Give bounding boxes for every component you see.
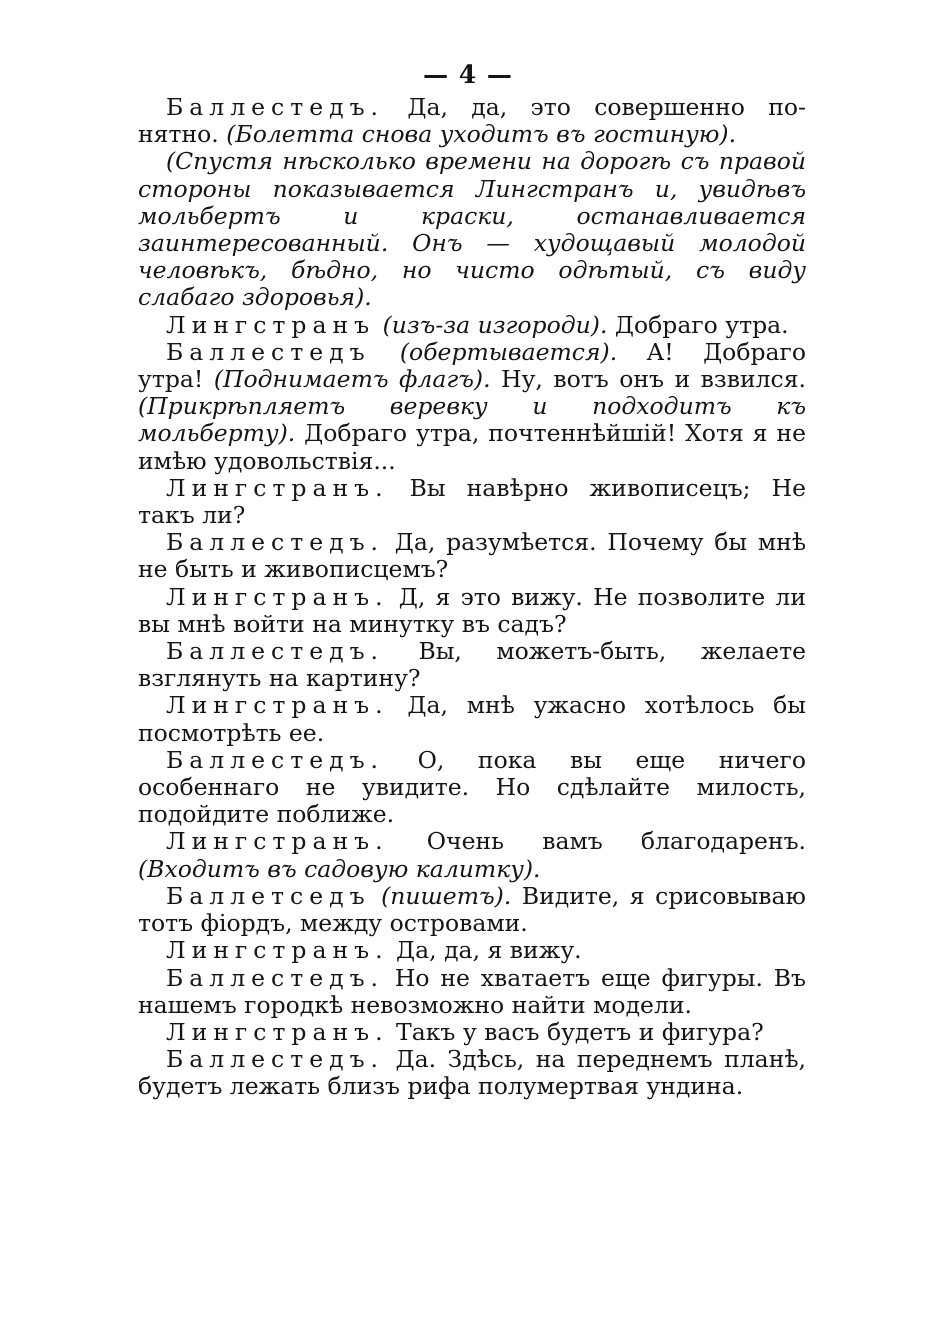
speaker-name: Лингстранъ. [166, 827, 389, 856]
dialogue-text [375, 311, 382, 339]
dialogue-text: Вы, можетъ-быть, желаете взглянуть на картину? [138, 637, 806, 693]
stage-direction: (изъ-за изгороди). [382, 310, 608, 339]
dialogue-paragraph [138, 148, 806, 311]
stage-direction: (Прикрѣпляетъ веревку и подходитъ къ мольберту). [138, 392, 806, 448]
speaker-name: Лингстранъ. [166, 473, 389, 502]
dialogue-paragraph [138, 94, 806, 148]
dialogue-text: Видите, я срисовываю тотъ фіордъ, между островами. [138, 881, 806, 938]
dialogue-text: Да, мнѣ ужасно хотѣлось бы посмотрѣть ее. [138, 691, 806, 747]
stage-direction: (Спустя нѣсколько времени на дорогѣ съ правой стороны показывается Лингстранъ и, увидѣвъ мольбертъ и краски, останавливается заинтересованный. Онъ — худощавый молодой человѣкъ, бѣдно, но чисто одѣтый, съ виду слабаго здоровья). [138, 147, 806, 312]
stage-direction: (Входитъ въ садовую калитку). [138, 854, 541, 883]
speaker-name: Лингстранъ [166, 310, 376, 339]
dialogue-text [371, 338, 400, 366]
dialogue-paragraph [138, 937, 806, 964]
dialogue-paragraph [138, 1046, 806, 1100]
dialogue-text: Добраго утра, почтеннѣйшій! Хотя я не имѣю удовольствія... [138, 419, 806, 475]
dialogue-text: Да, разумѣется. Почему бы мнѣ не быть и живописцемъ? [138, 528, 806, 584]
stage-direction: (Поднимаетъ флагъ). [213, 365, 491, 394]
dialogue-text: О, пока вы еще ничего особеннаго не увидите. Но сдѣлайте милость, подойдите поближе. [138, 745, 806, 829]
dialogue-paragraph [138, 312, 806, 339]
dialogue-text: Такъ у васъ будетъ и фигура? [388, 1017, 764, 1046]
dialogue-paragraph [138, 747, 806, 829]
dialogue-paragraph [138, 638, 806, 692]
dialogue-text: Да, да, это совершенно по-нятно. [138, 93, 806, 149]
dialogue-paragraph [138, 584, 806, 638]
dialogue-text: Д, я это вижу. Не позволите ли вы мнѣ войти на минутку въ садъ? [138, 582, 806, 638]
speaker-name: Баллестедъ. [166, 637, 385, 666]
speaker-name: Баллетседъ [166, 881, 371, 910]
dialogue-paragraph [138, 1019, 806, 1046]
dialogue-text [371, 882, 382, 910]
dialogue-paragraph [138, 883, 806, 937]
play-text [138, 94, 806, 1101]
dialogue-text: Но не хватаетъ еще фигуры. Въ нашемъ городкѣ невозможно найти модели. [138, 963, 806, 1019]
dialogue-paragraph [138, 339, 806, 475]
dialogue-paragraph [138, 529, 806, 583]
dialogue-paragraph [138, 828, 806, 882]
dialogue-text: Вы навѣрно живописецъ; Не такъ ли? [138, 473, 806, 530]
dialogue-paragraph [138, 965, 806, 1019]
speaker-name: Баллестедъ. [166, 745, 385, 774]
dialogue-text: Да, да, я вижу. [388, 936, 582, 965]
speaker-name: Баллестедъ. [166, 1045, 385, 1074]
dialogue-text: Очень вамъ благодаренъ. [388, 827, 806, 856]
dialogue-paragraph [138, 692, 806, 746]
speaker-name: Баллестедъ [166, 337, 371, 366]
dialogue-text: Ну, вотъ онъ и взвился. [490, 365, 807, 394]
speaker-name: Баллестедъ. [166, 528, 385, 557]
speaker-name: Лингстранъ. [166, 691, 389, 720]
stage-direction: (Болетта снова уходитъ въ гостиную). [226, 120, 737, 149]
speaker-name: Лингстранъ. [166, 1017, 389, 1046]
page-number: — 4 — [423, 60, 513, 89]
dialogue-text: А! Добраго утра! [138, 337, 806, 394]
speaker-name: Баллестедъ. [166, 93, 385, 121]
speaker-name: Лингстранъ. [166, 936, 389, 965]
stage-direction: (пишетъ). [381, 881, 512, 910]
dialogue-text: Да. Здѣсь, на переднемъ планѣ, будетъ лежать близъ рифа полумертвая ундина. [138, 1045, 806, 1101]
stage-direction: (обертывается). [399, 337, 618, 366]
speaker-name: Баллестедъ. [166, 963, 385, 992]
speaker-name: Лингстранъ. [166, 582, 389, 611]
dialogue-paragraph [138, 475, 806, 529]
dialogue-text: Добраго утра. [607, 310, 789, 339]
